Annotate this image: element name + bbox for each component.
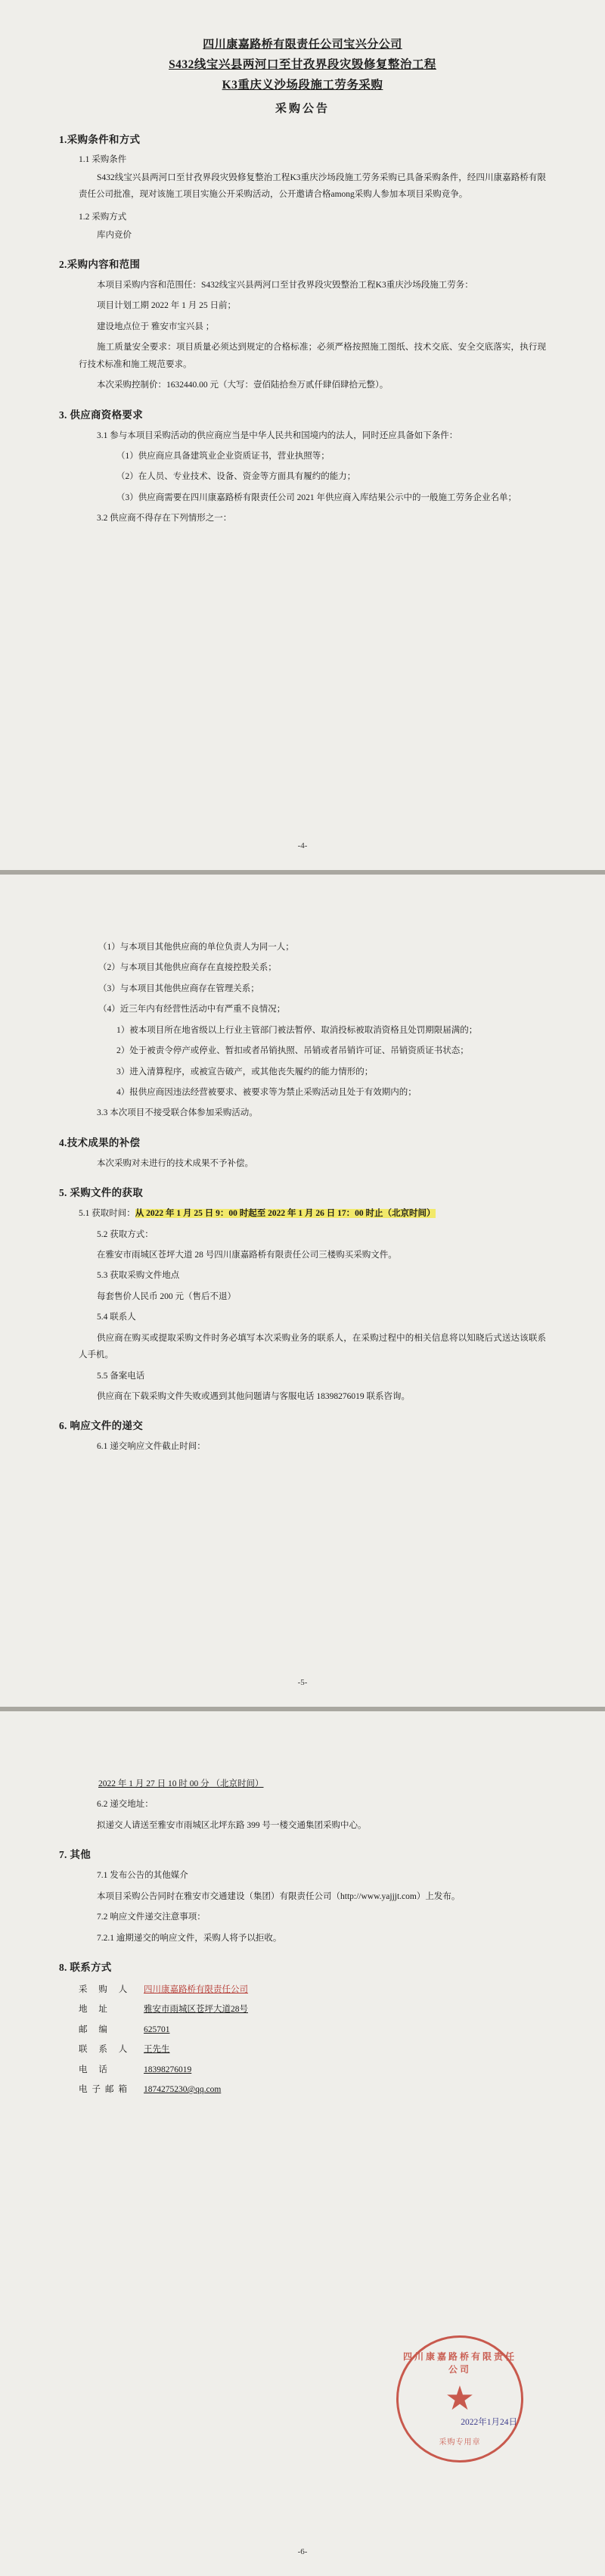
paragraph-5-2: 在雅安市雨城区苍坪大道 28 号四川康嘉路桥有限责任公司三楼购买采购文件。 [97,1251,397,1260]
title-line-4: 采购公告 [275,102,330,115]
section-heading-4: 4.技术成果的补偿 [59,1136,141,1148]
submission-deadline: 2022 年 1 月 27 日 10 时 00 分 （北京时间） [98,1779,264,1788]
subsection-1-1: 1.1 采购条件 [79,154,127,164]
document-page-3 [0,1711,605,2576]
paragraph-5-5-label: 5.5 备案电话 [97,1371,145,1381]
contact-value-person: 王先生 [144,2045,170,2055]
paragraph-3-3: 3.3 本次项目不接受联合体参加采购活动。 [97,1108,258,1118]
paragraph-1-1: S432线宝兴县两河口至甘孜界段灾毁修复整治工程K3重庆沙场段施工劳务采购已具备采购条件，经四川康嘉路桥有限责任公司批准，现对该施工项目实施公开采购活动，公开邀请合格among采购人参加本项目采购竞争。 [79,172,546,200]
section-heading-7: 7. 其他 [59,1849,91,1861]
acquire-time-label: 5.1 获取时间： [79,1209,135,1219]
page-number-1: -4- [297,841,308,850]
document-title [59,35,546,119]
exclusion-subitem-2: 2）处于被责令停产或停业、暂扣或者吊销执照、吊销或者吊销许可证、吊销资质证书状态； [116,1046,469,1056]
paragraph-2-4: 施工质量安全要求：项目质量必须达到规定的合格标准；必须严格按照施工图纸、技术交底、安全交底落实，执行现行技术标准和施工规范要求。 [79,343,546,369]
section-heading-5: 5. 采购文件的获取 [59,1187,143,1199]
contact-value-postcode: 625701 [144,2024,170,2034]
paragraph-7-1-label: 7.1 发布公告的其他媒介 [97,1871,188,1881]
exclusion-item-2: （2）与本项目其他供应商存在直接控股关系； [98,963,277,973]
paragraph-3-2: 3.2 供应商不得存在下列情形之一： [97,514,232,524]
paragraph-5-4: 供应商在购买或提取采购文件时务必填写本次采购业务的联系人，在采购过程中的相关信息将以知晓后式送达该联系人手机。 [79,1333,546,1360]
title-line-3: K3重庆义沙场段施工劳务采购 [222,79,383,92]
paragraph-2-3: 建设地点位于 雅安市宝兴县 ； [97,322,215,331]
qualification-item-3: （3）供应商需要在四川康嘉路桥有限责任公司 2021 年供应商入库结果公示中的一般施工劳务企业名单； [116,493,517,502]
exclusion-subitem-3: 3）进入清算程序，或被宣告破产，或其他丧失履约的能力情形的； [116,1067,374,1077]
contact-label: 地 址 [79,2005,112,2015]
contact-row [79,2060,546,2080]
paragraph-6-1: 6.1 递交响应文件截止时间： [97,1442,206,1452]
contact-value-purchaser: 四川康嘉路桥有限责任公司 [144,1984,248,1994]
section-heading-6: 6. 响应文件的递交 [59,1420,143,1432]
exclusion-item-1: （1）与本项目其他供应商的单位负责人为同一人； [98,943,294,952]
paragraph-5-3-label: 5.3 获取采购文件地点 [97,1271,180,1281]
contact-row [79,1980,546,2000]
exclusion-item-4: （4）近三年内有经营性活动中有严重不良情况； [98,1005,286,1015]
contact-label: 电子邮箱 [79,2085,132,2095]
paragraph-5-5: 供应商在下载采购文件失败或遇到其他问题请与客服电话 18398276019 联系咨询。 [97,1392,410,1402]
paragraph-1-2: 库内竞价 [97,230,132,240]
contact-value-address: 雅安市雨城区苍坪大道28号 [144,2005,248,2015]
paragraph-7-1: 本项目采购公告同时在雅安市交通建设（集团）有限责任公司（http://www.yajjjt.com）上发布。 [97,1891,461,1901]
document-page-1 [0,0,605,870]
title-line-1: 四川康嘉路桥有限责任公司宝兴分公司 [203,39,402,51]
exclusion-subitem-4: 4）报供应商因违法经营被要求、被要求等为禁止采购活动且处于有效期内的； [116,1087,417,1097]
contact-row [79,2000,546,2019]
paragraph-5-1 [59,1205,546,1222]
contact-label: 邮 编 [79,2024,112,2034]
paragraph-2-2: 项目计划工期 2022 年 1 月 25 日前； [97,301,236,311]
paragraph-7-2-label: 7.2 响应文件递交注意事项： [97,1913,206,1922]
paragraph-5-2-label: 5.2 获取方式： [97,1229,154,1239]
exclusion-item-3: （3）与本项目其他供应商存在管理关系； [98,983,259,993]
contact-value-phone: 18398276019 [144,2065,192,2074]
paragraph-3-1: 3.1 参与本项目采购活动的供应商应当是中华人民共和国境内的法人，同时还应具备如下条件： [97,430,458,440]
company-seal-icon [396,2335,523,2463]
contact-row [79,2080,546,2099]
qualification-item-1: （1）供应商应具备建筑业企业资质证书，营业执照等； [116,451,330,461]
contact-label: 电 话 [79,2065,112,2074]
contact-label: 联 系 人 [79,2045,132,2055]
submission-address: 拟递交人请送至雅安市雨城区北坪东路 399 号一楼交通集团采购中心。 [97,1820,367,1830]
contact-row [79,2040,546,2059]
contact-value-email: 1874275230@qq.com [144,2085,222,2095]
page-number-2: -5- [297,1678,308,1687]
seal-top-text: 四川康嘉路桥有限责任公司 [402,2351,517,2375]
exclusion-subitem-1: 1）被本项目所在地省级以上行业主管部门被法暂停、取消投标被取消资格且处罚期限届满的； [116,1025,478,1035]
contact-row [79,2020,546,2040]
page-number-3: -6- [297,2547,308,2556]
section-heading-3: 3. 供应商资格要求 [59,409,143,421]
paragraph-2-5: 本次采购控制价：1632440.00 元（大写：壹佰陆拾叁万贰仟肆佰肆拾元整）。 [97,381,389,390]
section-heading-1: 1.采购条件和方式 [59,133,141,145]
seal-bottom-text: 采购专用章 [439,2438,481,2447]
document-page-2 [0,875,605,1707]
contact-label: 采 购 人 [79,1984,132,1994]
contact-block [59,1980,546,2100]
subsection-1-2: 1.2 采购方式 [79,212,127,222]
section-heading-2: 2.采购内容和范围 [59,259,141,271]
qualification-item-2: （2）在人员、专业技术、设备、资金等方面具有履约的能力； [116,472,356,482]
title-line-2: S432线宝兴县两河口至甘孜界段灾毁修复整治工程 [169,58,436,72]
paragraph-2-1: 本项目采购内容和范围任：S432线宝兴县两河口至甘孜界段灾毁整治工程K3重庆沙场段施工劳务： [97,281,473,291]
paragraph-5-4-label: 5.4 联系人 [97,1313,136,1322]
paragraph-5-3: 每套售价人民币 200 元（售后不退） [97,1291,236,1301]
seal-date: 2022年1月24日 [461,2418,517,2427]
submission-address-label: 6.2 递交地址： [97,1800,154,1810]
paragraph-4-1: 本次采购对未进行的技术成果不予补偿。 [97,1158,253,1168]
seal-star-icon: ★ [445,2380,475,2417]
section-heading-8: 8. 联系方式 [59,1961,112,1973]
acquire-time-highlight: 从 2022 年 1 月 25 日 9：00 时起至 2022 年 1 月 26 日 17：00 时止（北京时间） [135,1209,436,1219]
paragraph-7-2-1: 7.2.1 逾期递交的响应文件，采购人将予以拒收。 [97,1933,282,1943]
